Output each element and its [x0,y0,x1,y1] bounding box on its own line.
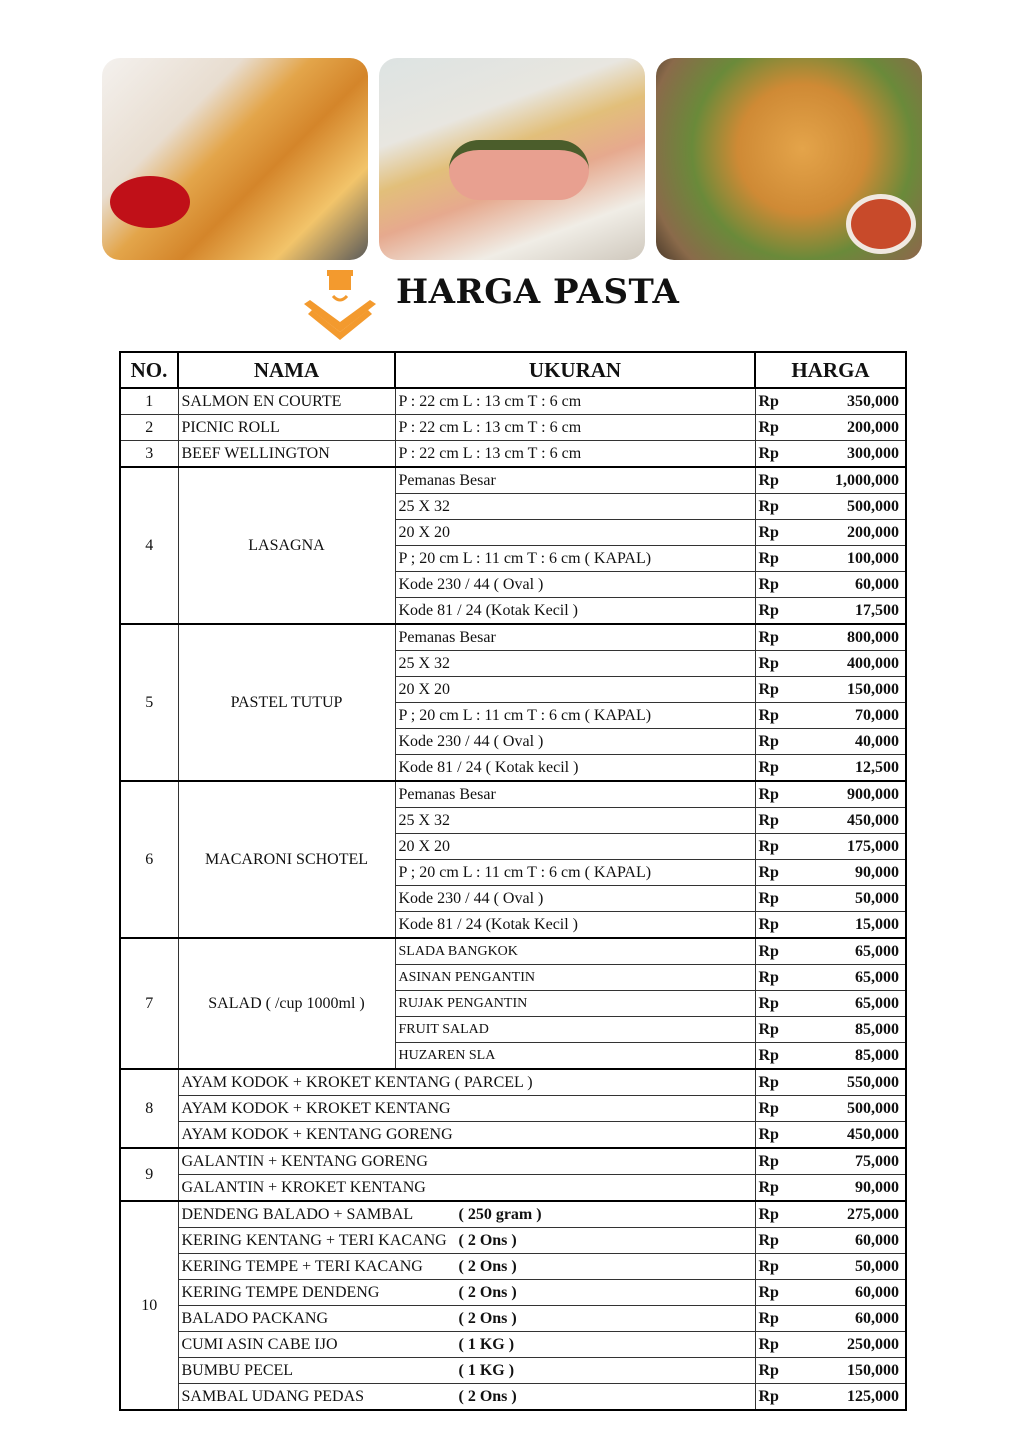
table-row [120,624,906,651]
currency-label: Rp [755,729,786,755]
price-value: 65,000 [786,991,907,1017]
item-quantity: ( 1 KG ) [458,1362,515,1379]
item-quantity: ( 1 KG ) [458,1336,515,1353]
currency-label: Rp [755,1332,786,1358]
price-value: 300,000 [786,441,907,468]
item-size: Kode 81 / 24 ( Kotak kecil ) [395,755,755,782]
price-value: 17,500 [786,598,907,625]
currency-label: Rp [755,808,786,834]
price-value: 250,000 [786,1332,907,1358]
currency-label: Rp [755,1069,786,1096]
currency-label: Rp [755,991,786,1017]
table-row [120,1280,906,1306]
currency-label: Rp [755,912,786,939]
price-value: 550,000 [786,1069,907,1096]
item-size: 25 X 32 [395,808,755,834]
currency-label: Rp [755,1384,786,1411]
item-name: SAMBAL UDANG PEDAS [181,1388,365,1405]
price-value: 60,000 [786,1306,907,1332]
item-size: P ; 20 cm L : 11 cm T : 6 cm ( KAPAL) [395,860,755,886]
price-value: 150,000 [786,677,907,703]
item-name: KERING KENTANG + TERI KACANG [181,1232,447,1249]
currency-label: Rp [755,860,786,886]
item-size: Kode 230 / 44 ( Oval ) [395,572,755,598]
table-row [120,1358,906,1384]
currency-label: Rp [755,546,786,572]
currency-label: Rp [755,1201,786,1228]
item-name-cell [178,1384,755,1411]
row-number: 8 [120,1069,178,1148]
currency-label: Rp [755,1122,786,1149]
item-size: ASINAN PENGANTIN [395,965,755,991]
currency-label: Rp [755,834,786,860]
price-value: 275,000 [786,1201,907,1228]
pasta-dish-photo [102,58,368,260]
currency-label: Rp [755,1175,786,1202]
party-platter-photo [656,58,922,260]
currency-label: Rp [755,651,786,677]
chef-logo-icon [300,268,380,344]
table-row [120,938,906,965]
table-row [120,1201,906,1228]
currency-label: Rp [755,1280,786,1306]
price-value: 200,000 [786,520,907,546]
page-title: HARGA PASTA [396,272,680,312]
currency-label: Rp [755,388,786,415]
table-row [120,1306,906,1332]
header-no: NO. [120,352,178,388]
table-row [120,441,906,468]
price-value: 70,000 [786,703,907,729]
price-value: 400,000 [786,651,907,677]
item-name-cell [178,1148,755,1175]
price-value: 85,000 [786,1017,907,1043]
item-size: P : 22 cm L : 13 cm T : 6 cm [395,441,755,468]
price-value: 450,000 [786,808,907,834]
currency-label: Rp [755,965,786,991]
item-name-cell [178,1332,755,1358]
currency-label: Rp [755,886,786,912]
price-value: 350,000 [786,388,907,415]
currency-label: Rp [755,1096,786,1122]
item-name-cell [178,1228,755,1254]
currency-label: Rp [755,781,786,808]
price-value: 150,000 [786,1358,907,1384]
price-value: 500,000 [786,1096,907,1122]
row-number: 4 [120,467,178,624]
item-name-cell [178,1096,755,1122]
price-value: 75,000 [786,1148,907,1175]
price-value: 90,000 [786,1175,907,1202]
price-value: 60,000 [786,1280,907,1306]
currency-label: Rp [755,1017,786,1043]
price-value: 450,000 [786,1122,907,1149]
currency-label: Rp [755,494,786,520]
price-value: 50,000 [786,1254,907,1280]
price-value: 900,000 [786,781,907,808]
item-size: P ; 20 cm L : 11 cm T : 6 cm ( KAPAL) [395,703,755,729]
currency-label: Rp [755,1043,786,1070]
photo-banner [102,58,922,260]
table-row [120,1228,906,1254]
table-row [120,1122,906,1149]
price-value: 12,500 [786,755,907,782]
currency-label: Rp [755,520,786,546]
item-size: FRUIT SALAD [395,1017,755,1043]
item-name-cell [178,1069,755,1096]
price-value: 65,000 [786,965,907,991]
item-name-cell [178,1175,755,1202]
price-value: 100,000 [786,546,907,572]
row-number: 3 [120,441,178,468]
table-row [120,1254,906,1280]
table-header-row [120,352,906,388]
table-row [120,1384,906,1411]
price-value: 500,000 [786,494,907,520]
item-size: RUJAK PENGANTIN [395,991,755,1017]
item-name-cell [178,1254,755,1280]
item-size: Pemanas Besar [395,781,755,808]
item-quantity: ( 2 Ons ) [458,1310,517,1327]
item-name: SALAD ( /cup 1000ml ) [178,938,395,1069]
currency-label: Rp [755,598,786,625]
item-name: PASTEL TUTUP [178,624,395,781]
currency-label: Rp [755,677,786,703]
item-name: CUMI ASIN CABE IJO [181,1336,338,1353]
table-row [120,388,906,415]
table-row [120,1332,906,1358]
item-name: KERING TEMPE DENDENG [181,1284,380,1301]
currency-label: Rp [755,624,786,651]
table-row [120,1096,906,1122]
row-number: 5 [120,624,178,781]
item-size: P ; 20 cm L : 11 cm T : 6 cm ( KAPAL) [395,546,755,572]
item-size: 25 X 32 [395,651,755,677]
price-value: 85,000 [786,1043,907,1070]
price-value: 90,000 [786,860,907,886]
item-quantity: ( 2 Ons ) [458,1388,517,1405]
item-name-cell [178,1201,755,1228]
table-row [120,415,906,441]
currency-label: Rp [755,572,786,598]
currency-label: Rp [755,1228,786,1254]
row-number: 9 [120,1148,178,1201]
price-value: 800,000 [786,624,907,651]
price-value: 50,000 [786,886,907,912]
item-name: DENDENG BALADO + SAMBAL [181,1206,414,1223]
row-number: 6 [120,781,178,938]
item-size: Kode 81 / 24 (Kotak Kecil ) [395,912,755,939]
item-size: Pemanas Besar [395,467,755,494]
currency-label: Rp [755,755,786,782]
item-name: GALANTIN + KENTANG GORENG [181,1153,428,1170]
item-name: AYAM KODOK + KROKET KENTANG ( PARCEL ) [181,1074,533,1091]
item-name-cell [178,1122,755,1149]
item-name: KERING TEMPE + TERI KACANG [181,1258,423,1275]
item-size: Kode 230 / 44 ( Oval ) [395,729,755,755]
item-name-cell [178,1358,755,1384]
price-value: 175,000 [786,834,907,860]
item-quantity: ( 250 gram ) [458,1206,542,1223]
item-name: GALANTIN + KROKET KENTANG [181,1179,426,1196]
item-name: SALMON EN COURTE [178,388,395,415]
price-value: 65,000 [786,938,907,965]
price-table [119,351,907,1411]
item-size: 20 X 20 [395,520,755,546]
item-name: MACARONI SCHOTEL [178,781,395,938]
currency-label: Rp [755,1254,786,1280]
row-number: 10 [120,1201,178,1410]
row-number: 7 [120,938,178,1069]
item-name: PICNIC ROLL [178,415,395,441]
row-number: 1 [120,388,178,415]
currency-label: Rp [755,703,786,729]
currency-label: Rp [755,441,786,468]
item-quantity: ( 2 Ons ) [458,1232,517,1249]
item-size: Kode 81 / 24 (Kotak Kecil ) [395,598,755,625]
currency-label: Rp [755,1148,786,1175]
currency-label: Rp [755,938,786,965]
salmon-wellington-photo [379,58,645,260]
item-quantity: ( 2 Ons ) [458,1284,517,1301]
table-row [120,1175,906,1202]
item-name: BEEF WELLINGTON [178,441,395,468]
item-quantity: ( 2 Ons ) [458,1258,517,1275]
item-size: P : 22 cm L : 13 cm T : 6 cm [395,415,755,441]
table-row [120,1069,906,1096]
currency-label: Rp [755,467,786,494]
price-value: 125,000 [786,1384,907,1411]
price-value: 1,000,000 [786,467,907,494]
item-size: Kode 230 / 44 ( Oval ) [395,886,755,912]
item-size: P : 22 cm L : 13 cm T : 6 cm [395,388,755,415]
price-value: 60,000 [786,1228,907,1254]
table-row [120,1148,906,1175]
row-number: 2 [120,415,178,441]
currency-label: Rp [755,1358,786,1384]
table-row [120,467,906,494]
header-ukuran: UKURAN [395,352,755,388]
table-row [120,781,906,808]
item-size: HUZAREN SLA [395,1043,755,1070]
header-harga: HARGA [755,352,906,388]
item-size: 20 X 20 [395,834,755,860]
item-name: BALADO PACKANG [181,1310,329,1327]
item-name: AYAM KODOK + KROKET KENTANG [181,1100,451,1117]
item-size: 20 X 20 [395,677,755,703]
item-name: AYAM KODOK + KENTANG GORENG [181,1126,453,1143]
currency-label: Rp [755,1306,786,1332]
header-nama: NAMA [178,352,395,388]
item-name-cell [178,1280,755,1306]
price-value: 15,000 [786,912,907,939]
item-name: LASAGNA [178,467,395,624]
item-size: 25 X 32 [395,494,755,520]
currency-label: Rp [755,415,786,441]
item-size: Pemanas Besar [395,624,755,651]
item-name-cell [178,1306,755,1332]
price-value: 40,000 [786,729,907,755]
price-value: 60,000 [786,572,907,598]
item-size: SLADA BANGKOK [395,938,755,965]
item-name: BUMBU PECEL [181,1362,294,1379]
price-value: 200,000 [786,415,907,441]
